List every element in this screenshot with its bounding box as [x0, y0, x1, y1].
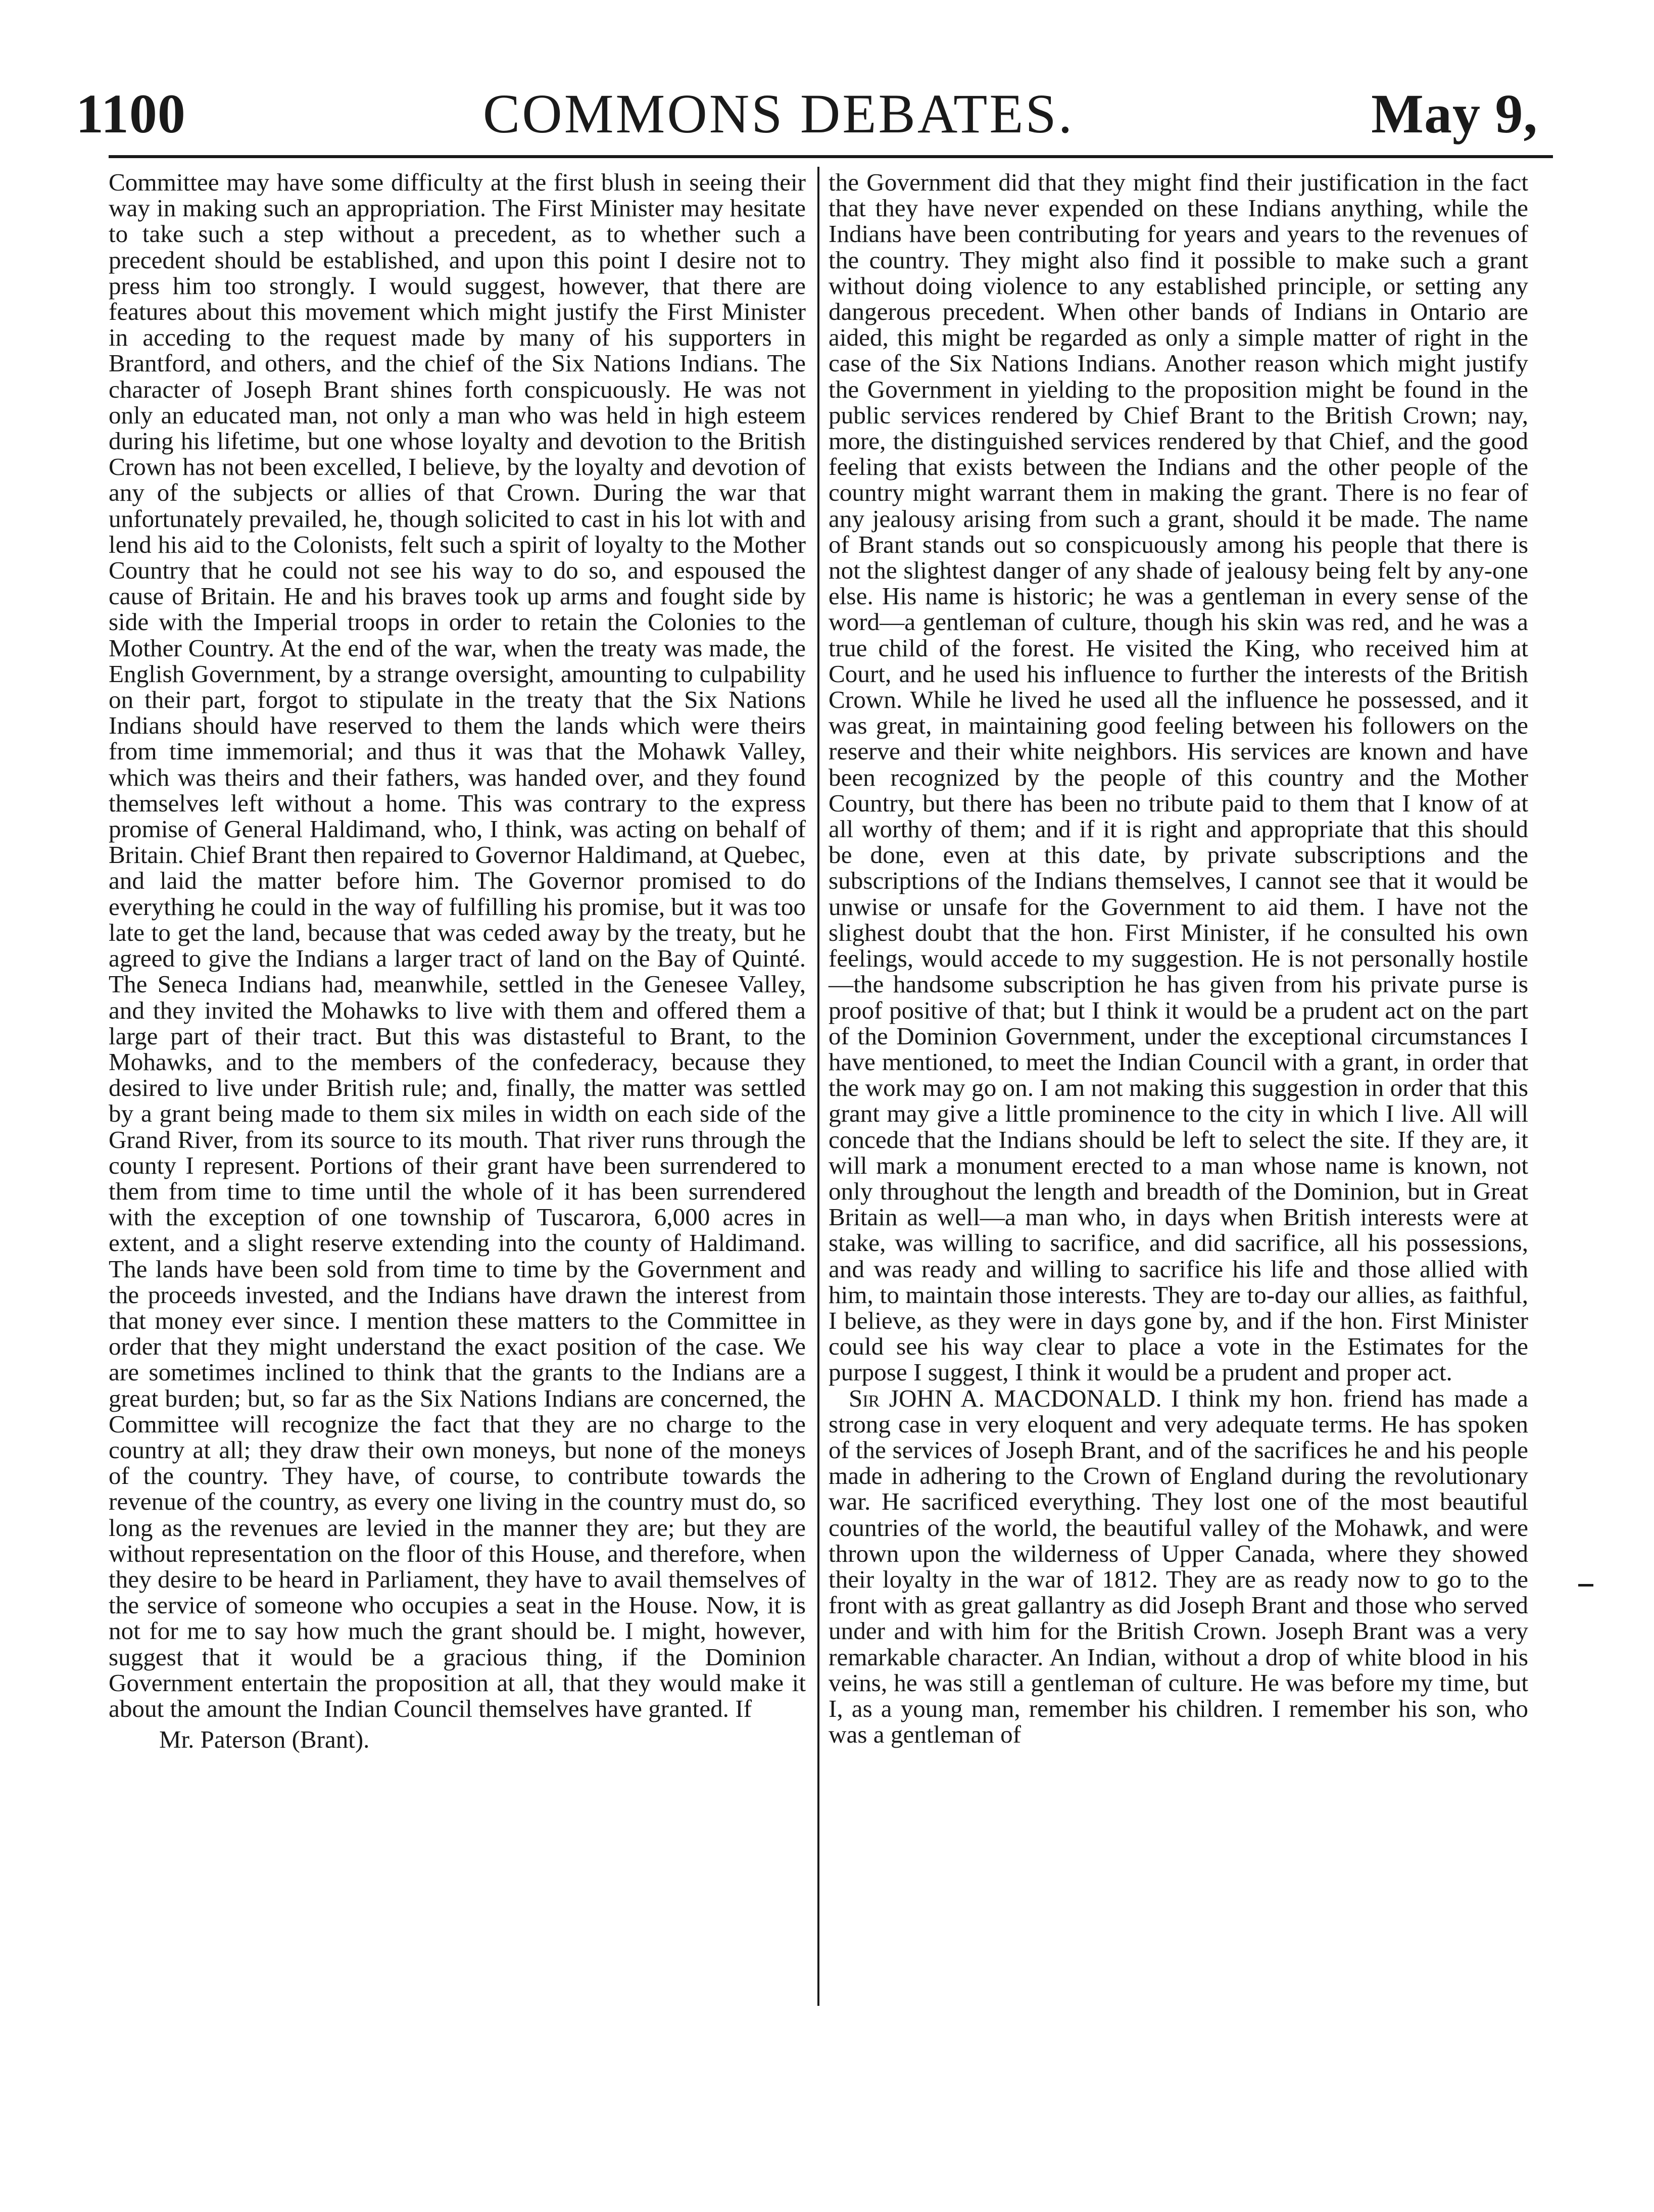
- right-column: [829, 169, 1528, 1747]
- speaker-attribution: Mr. Paterson (Brant).: [159, 1725, 370, 1754]
- left-column: [109, 169, 806, 1752]
- page-header: [76, 76, 1538, 152]
- margin-mark: [1578, 1584, 1593, 1586]
- publication-title: COMMONS DEBATES.: [482, 82, 1075, 145]
- right-paragraph-2-text: I think my hon. friend has made a strong case in very eloquent and very adequate terms. He has spoken of the services of Joseph Brant, and of the sacrifices he and his people made in adhering to the Crown of England during the revolutionary war. He sacrificed everything. They lost one of the most beautiful countries of the world, the beautiful valley of the Mohawk, and were thrown upon the wilderness of Upper Canada, where they showed their loyalty in the war of 1812. They are as ready now to go to the front with as great gallantry as did Joseph Brant and those who served under and with him for the British Crown. Joseph Brant was a very remarkable character. An Indian, without a drop of white blood in his veins, he was still a gentleman of culture. He was before my time, but I, as a young man, remember his children. I remember his son, who was a gentleman of: [829, 1384, 1529, 1749]
- left-paragraph-1: Committee may have some difficulty at the first blush in seeing their way in making such an appropriation. The First Minister may hesitate to take such a step without a precedent, as to whether such a precedent should be established, and upon this point I desire not to press him too strongly. I would suggest, however, that there are features about this movement which might justify the First Minister in acceding to the request made by many of his supporters in Brantford, and others, and the chief of the Six Nations Indians. The character of Joseph Brant shines forth conspicuously. He was not only an educated man, not only a man who was held in high esteem during his lifetime, but one whose loyalty and devotion to the British Crown has not been excelled, I believe, by the loyalty and devotion of any of the subjects or allies of that Crown. During the war that unfortunately prevailed, he, though solicited to cast in his lot with and lend his aid to the Colonists, felt such a spirit of loyalty to the Mother Country that he could not see his way to do so, and espoused the cause of Britain. He and his braves took up arms and fought side by side with the Imperial troops in order to retain the Colonies to the Mother Country. At the end of the war, when the treaty was made, the English Government, by a strange oversight, amounting to culpability on their part, forgot to stipulate in the treaty that the Six Nations Indians should have reserved to them the lands which were theirs from time immemorial; and thus it was that the Mohawk Valley, which was theirs and their fathers, was handed over, and they found themselves left without a home. This was contrary to the express promise of General Haldimand, who, I think, was acting on behalf of Britain. Chief Brant then repaired to Governor Haldimand, at Quebec, and laid the matter before him. The Governor promised to do everything he could in the way of fulfilling his promise, but it was too late to get the land, because that was ceded away by the treaty, but he agreed to give the Indians a larger tract of land on the Bay of Quinté. The Seneca Indians had, meanwhile, settled in the Genesee Valley, and they invited the Mohawks to live with them and offered them a large part of their tract. But this was distasteful to Brant, to the Mohawks, and to the members of the confederacy, because they desired to live under British rule; and, finally, the matter was settled by a grant being made to them six miles in width on each side of the Grand River, from its source to its mouth. That river runs through the county I represent. Portions of their grant have been surrendered to them from time to time until the whole of it has been surrendered with the exception of one township of Tuscarora, 6,000 acres in extent, and a slight reserve extending into the county of Haldimand. The lands have been sold from time to time by the Government and the proceeds invested, and the Indians have drawn the interest from that money ever since. I mention these matters to the Committee in order that they might understand the exact position of the case. We are sometimes inclined to think that the grants to the Indians are a great burden; but, so far as the Six Nations Indians are concerned, the Committee will recognize the fact that they are no charge to the country at all; they draw their own moneys, but none of the moneys of the country. They have, of course, to contribute towards the revenue of the country, as every one living in the country must do, so long as the revenues are levied in the manner they are; but they are without representation on the floor of this House, and therefore, when they desire to be heard in Parliament, they have to avail themselves of the service of someone who occupies a seat in the House. Now, it is not for me to say how much the grant should be. I might, however, suggest that it would be a gracious thing, if the Dominion Government entertain the proposition at all, that they would make it about the amount the Indian Council themselves have granted. If: [109, 168, 806, 1722]
- speaker-name: Sir JOHN A. MACDONALD.: [849, 1384, 1162, 1412]
- header-rule: [109, 155, 1553, 158]
- page-date: May 9,: [1371, 82, 1538, 145]
- right-paragraph-1: the Government did that they might find their justification in the fact that they have never expended on these Indians anything, while the Indians have been contributing for years and years to the revenues of the country. They might also find it possible to make such a grant without doing violence to any established principle, or setting any dangerous precedent. When other bands of Indians in Ontario are aided, this might be regarded as only a simple matter of right in the case of the Six Nations Indians. Another reason which might justify the Government in yielding to the proposition might be found in the public services rendered by Chief Brant to the British Crown; nay, more, the distinguished services rendered by that Chief, and the good feeling that exists between the Indians and the other people of the country might warrant them in making the grant. There is no fear of any jealousy arising from such a grant, should it be made. The name of Brant stands out so conspicuously among his people that there is not the slightest danger of any shade of jealousy being felt by any-one else. His name is historic; he was a gentleman in every sense of the word—a gentleman of culture, though his skin was red, and he was a true child of the forest. He visited the King, who received him at Court, and he used his influence to further the interests of the British Crown. While he lived he used all the influence he possessed, and it was great, in maintaining good feeling between his followers on the reserve and their white neighbors. His services are known and have been recognized by the people of this country and the Mother Country, but there has been no tribute paid to them that I know of at all worthy of them; and if it is right and appropriate that this should be done, even at this date, by private subscriptions and the subscriptions of the Indians themselves, I cannot see that it would be unwise or unsafe for the Government to aid them. I have not the slighest doubt that the hon. First Minister, if he consulted his own feelings, would accede to my suggestion. He is not personally hostile—the handsome subscription he has given from his private purse is proof positive of that; but I think it would be a prudent act on the part of the Dominion Government, under the exceptional circumstances I have mentioned, to meet the Indian Council with a grant, in order that the work may go on. I am not making this suggestion in order that this grant may give a little prominence to the city in which I live. All will concede that the Indians should be left to select the site. If they are, it will mark a monument erected to a man whose name is known, not only throughout the length and breadth of the Dominion, but in Great Britain as well—a man who, in days when British interests were at stake, was willing to sacrifice, and did sacrifice, all his possessions, and was ready and willing to sacrifice his life and those allied with him, to maintain those interests. They are to-day our allies, as faithful, I believe, as they were in days gone by, and if the hon. First Minister could see his way clear to place a vote in the Estimates for the purpose I suggest, I think it would be a prudent and proper act.: [829, 168, 1528, 1386]
- right-paragraph-2: [829, 1385, 1528, 1748]
- page-number: 1100: [76, 82, 186, 145]
- column-divider: [817, 167, 819, 2006]
